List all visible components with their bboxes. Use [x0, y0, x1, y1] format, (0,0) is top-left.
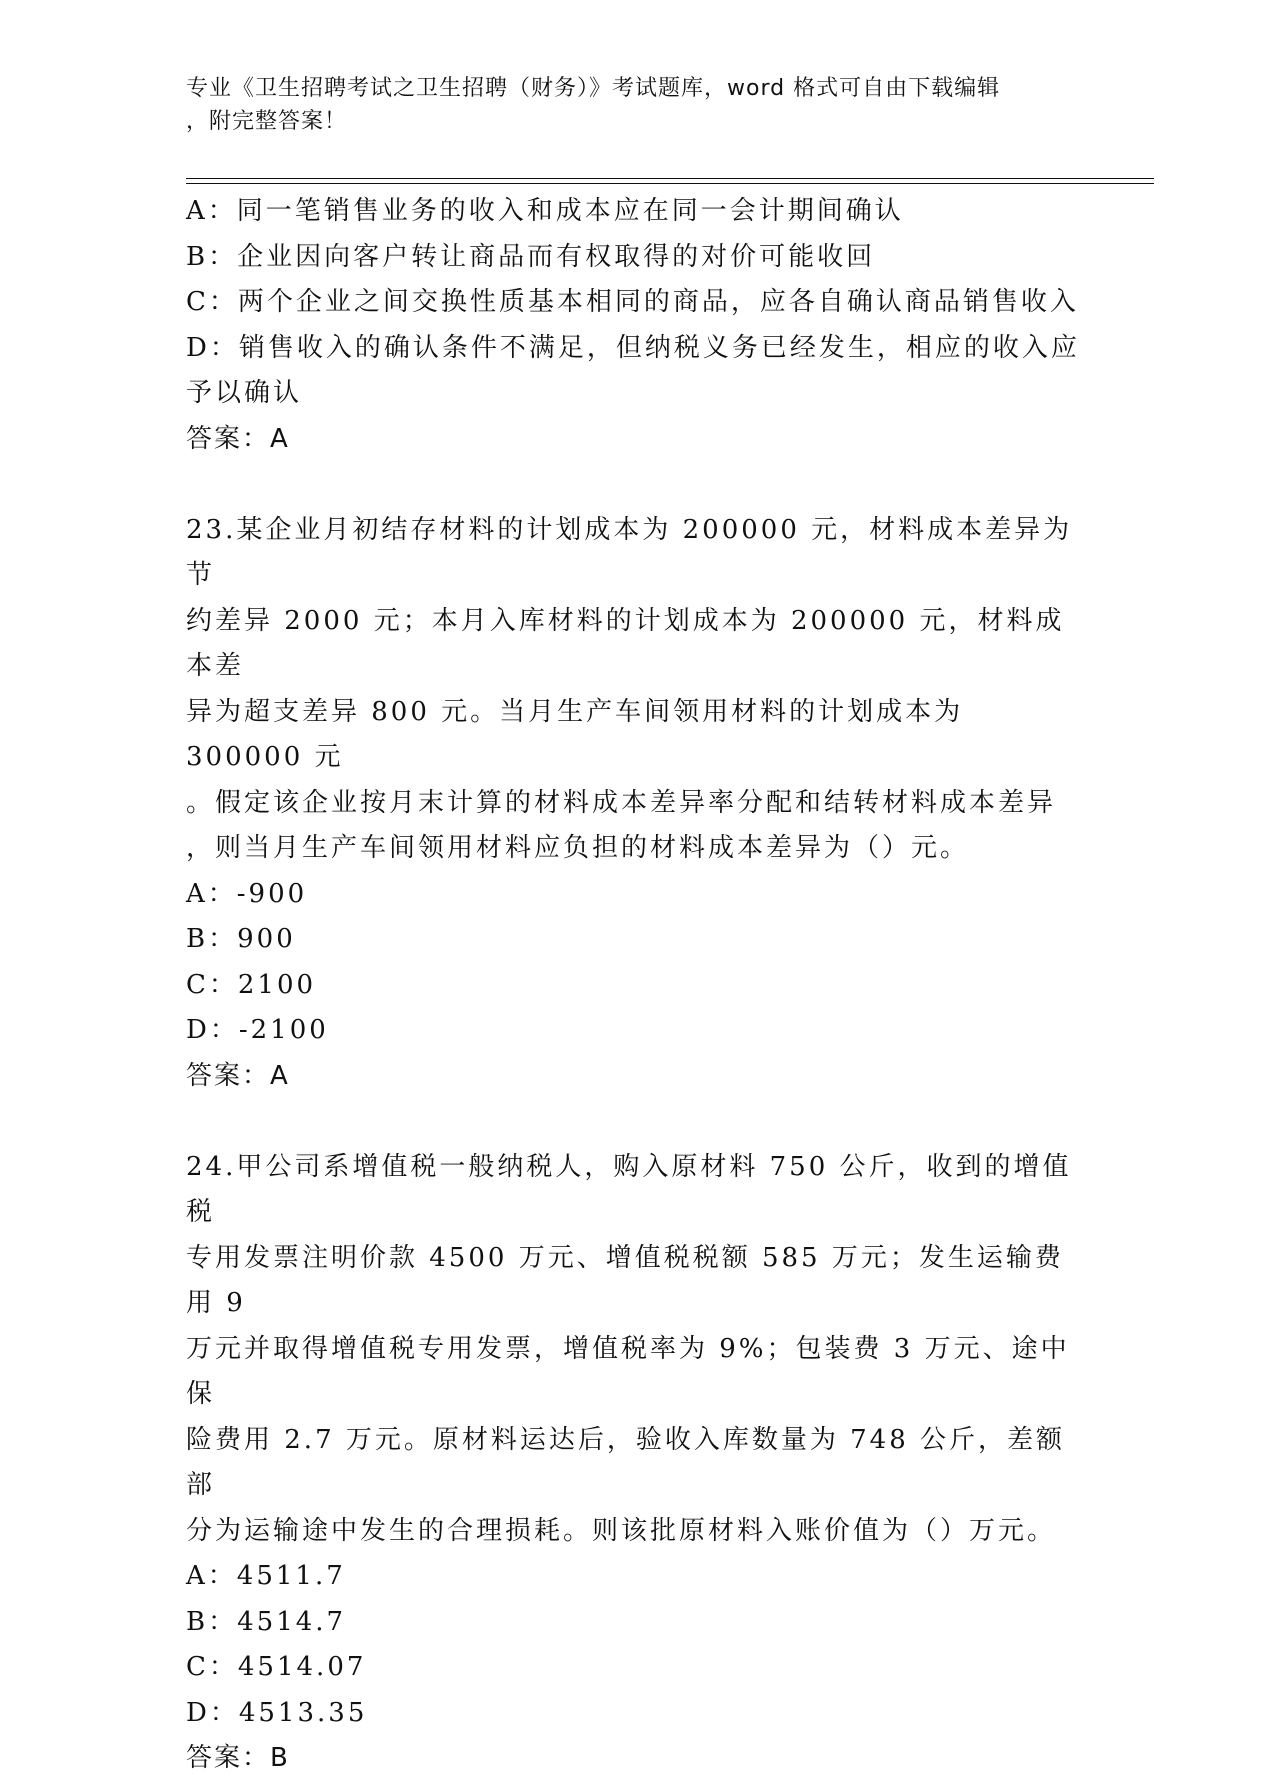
question-22-answer: 答案：A: [186, 423, 290, 454]
option-a: A：4511.7: [186, 1561, 346, 1591]
option-d: D：-2100: [186, 1015, 329, 1045]
question-stem-line: 异为超支差异 800 元。当月生产车间领用材料的计划成本为 300000 元: [186, 696, 975, 772]
header-line-2: ，附完整答案！: [186, 109, 348, 134]
document-header: [186, 72, 1066, 138]
document-body: [186, 189, 1086, 1782]
option-c: C：两个企业之间交换性质基本相同的商品，应各自确认商品销售收入: [186, 287, 1079, 317]
option-b: B：4514.7: [186, 1606, 347, 1637]
spacer: [186, 462, 1086, 508]
question-stem-line: 23.某企业月初结存材料的计划成本为 200000 元，材料成本差异为节: [186, 514, 1073, 590]
option-b: B：900: [186, 924, 296, 954]
question-stem-line: 专用发票注明价款 4500 万元、增值税税额 585 万元；发生运输费用 9: [186, 1242, 1064, 1318]
option-b: B：企业因向客户转让商品而有权取得的对价可能收回: [186, 241, 876, 272]
question-stem-line: ，则当月生产车间领用材料应负担的材料成本差异为（）元。: [186, 833, 970, 863]
question-22-options: [186, 189, 1086, 417]
spacer: [186, 1099, 1086, 1145]
question-stem-line: 约差异 2000 元；本月入库材料的计划成本为 200000 元，材料成本差: [186, 605, 1065, 681]
header-line-1: 专业《卫生招聘考试之卫生招聘（财务）》考试题库，word 格式可自由下载编辑: [186, 76, 1001, 101]
header-rule-top: [186, 178, 1154, 179]
header-rule-bottom: [186, 183, 1154, 184]
option-a: A：同一笔销售业务的收入和成本应在同一会计期间确认: [186, 196, 904, 226]
option-a: A：-900: [186, 878, 308, 909]
option-c: C：2100: [186, 969, 317, 1000]
question-23-answer: 答案：A: [186, 1060, 290, 1091]
option-d: D：销售收入的确认条件不满足，但纳税义务已经发生，相应的收入应: [186, 332, 1080, 363]
question-stem-line: 。假定该企业按月末计算的材料成本差异率分配和结转材料成本差异: [186, 787, 1057, 818]
question-stem-line: 24.甲公司系增值税一般纳税人，购入原材料 750 公斤，收到的增值税: [186, 1151, 1072, 1227]
option-d-continued: 予以确认: [186, 378, 303, 408]
question-stem-line: 分为运输途中发生的合理损耗。则该批原材料入账价值为（）万元。: [186, 1515, 1057, 1546]
question-stem-line: 险费用 2.7 万元。原材料运达后，验收入库数量为 748 公斤，差额部: [186, 1424, 1066, 1500]
question-stem-line: 万元并取得增值税专用发票，增值税率为 9%；包装费 3 万元、途中保: [186, 1333, 1070, 1409]
option-c: C：4514.07: [186, 1652, 367, 1682]
question-24-answer: 答案：B: [186, 1743, 290, 1773]
question-23: [186, 508, 1086, 1100]
option-d: D：4513.35: [186, 1697, 368, 1728]
question-24: [186, 1145, 1086, 1782]
